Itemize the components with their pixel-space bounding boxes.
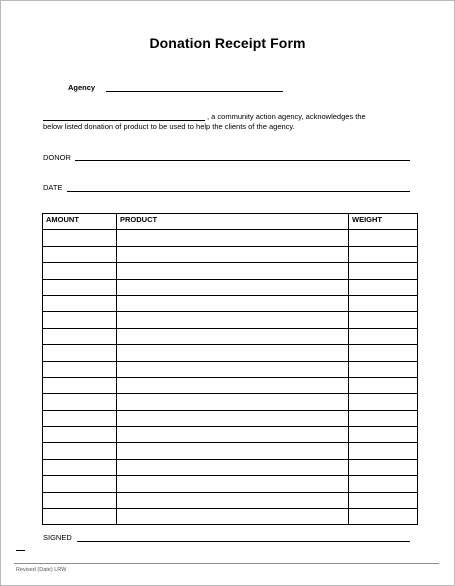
footer-divider [14, 563, 439, 564]
agency-label: Agency [68, 83, 96, 92]
product-cell[interactable] [117, 427, 349, 443]
amount-cell[interactable] [43, 377, 117, 393]
product-cell[interactable] [117, 312, 349, 328]
product-cell[interactable] [117, 263, 349, 279]
product-cell[interactable] [117, 476, 349, 492]
amount-cell[interactable] [43, 345, 117, 361]
weight-cell[interactable] [349, 295, 418, 311]
table-row [43, 410, 418, 426]
table-row [43, 230, 418, 246]
product-cell[interactable] [117, 246, 349, 262]
amount-cell[interactable] [43, 295, 117, 311]
amount-cell[interactable] [43, 279, 117, 295]
form-title: Donation Receipt Form [149, 35, 306, 51]
product-cell[interactable] [117, 410, 349, 426]
product-cell[interactable] [117, 328, 349, 344]
acknowledgement-text-line1: , a community action agency, acknowledges the [207, 112, 366, 121]
product-cell[interactable] [117, 279, 349, 295]
table-row [43, 361, 418, 377]
amount-cell[interactable] [43, 394, 117, 410]
acknowledgement-text-line2: below listed donation of product to be used to help the clients of the agency. [43, 122, 295, 131]
amount-cell[interactable] [43, 492, 117, 508]
table-header-row [43, 214, 418, 230]
amount-cell[interactable] [43, 443, 117, 459]
weight-cell[interactable] [349, 509, 418, 525]
table-row [43, 476, 418, 492]
amount-cell[interactable] [43, 361, 117, 377]
product-cell[interactable] [117, 295, 349, 311]
weight-cell[interactable] [349, 230, 418, 246]
table-row [43, 394, 418, 410]
weight-cell[interactable] [349, 476, 418, 492]
table-row [43, 459, 418, 475]
amount-cell[interactable] [43, 427, 117, 443]
weight-cell[interactable] [349, 427, 418, 443]
table-row [43, 279, 418, 295]
product-cell[interactable] [117, 230, 349, 246]
weight-cell[interactable] [349, 377, 418, 393]
product-cell[interactable] [117, 459, 349, 475]
table-row [43, 246, 418, 262]
table-row [43, 328, 418, 344]
donation-table [42, 213, 418, 525]
footer-mark [16, 550, 25, 551]
table-row [43, 443, 418, 459]
weight-cell[interactable] [349, 410, 418, 426]
weight-column-header: WEIGHT [349, 214, 418, 230]
amount-cell[interactable] [43, 263, 117, 279]
amount-cell[interactable] [43, 476, 117, 492]
table-row [43, 345, 418, 361]
product-cell[interactable] [117, 443, 349, 459]
weight-cell[interactable] [349, 345, 418, 361]
amount-cell[interactable] [43, 509, 117, 525]
table-body [43, 230, 418, 525]
table-row [43, 312, 418, 328]
product-cell[interactable] [117, 394, 349, 410]
table-row [43, 377, 418, 393]
table-row [43, 263, 418, 279]
weight-cell[interactable] [349, 459, 418, 475]
date-field-line [67, 191, 410, 192]
product-cell[interactable] [117, 492, 349, 508]
weight-cell[interactable] [349, 312, 418, 328]
product-cell[interactable] [117, 377, 349, 393]
weight-cell[interactable] [349, 263, 418, 279]
weight-cell[interactable] [349, 443, 418, 459]
amount-column-header: AMOUNT [43, 214, 117, 230]
signed-label: SIGNED [43, 533, 72, 542]
weight-cell[interactable] [349, 492, 418, 508]
date-label: DATE [43, 183, 63, 192]
table-row [43, 492, 418, 508]
table-row [43, 295, 418, 311]
donor-label: DONOR [43, 153, 71, 162]
weight-cell[interactable] [349, 246, 418, 262]
product-column-header: PRODUCT [117, 214, 349, 230]
product-cell[interactable] [117, 345, 349, 361]
amount-cell[interactable] [43, 410, 117, 426]
agency-field-line [106, 91, 283, 92]
amount-cell[interactable] [43, 328, 117, 344]
product-cell[interactable] [117, 361, 349, 377]
revision-note: Revised (Date) LRW [16, 567, 67, 573]
weight-cell[interactable] [349, 279, 418, 295]
product-cell[interactable] [117, 509, 349, 525]
weight-cell[interactable] [349, 361, 418, 377]
weight-cell[interactable] [349, 394, 418, 410]
amount-cell[interactable] [43, 459, 117, 475]
amount-cell[interactable] [43, 312, 117, 328]
table-row [43, 509, 418, 525]
table-row [43, 427, 418, 443]
weight-cell[interactable] [349, 328, 418, 344]
amount-cell[interactable] [43, 246, 117, 262]
signature-field-line [77, 541, 410, 542]
donor-field-line [75, 160, 410, 161]
agency-name-field-line [43, 120, 205, 121]
amount-cell[interactable] [43, 230, 117, 246]
